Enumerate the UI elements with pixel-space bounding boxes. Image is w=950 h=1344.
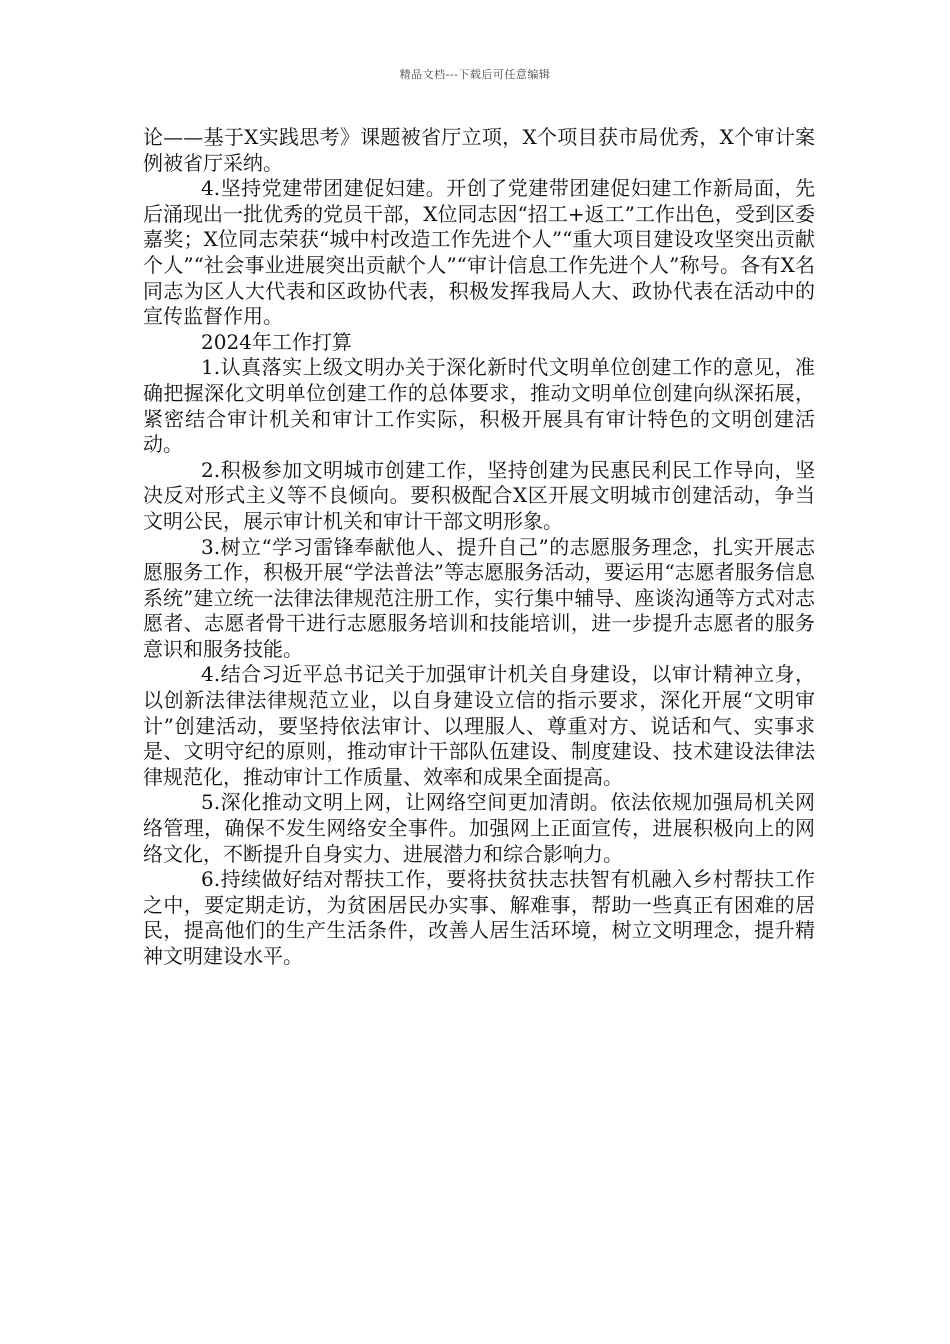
plan-item-4: 4.结合习近平总书记关于加强审计机关自身建设，以审计精神立身，以创新法律法律规范立业，以自身建设立信的指示要求，深化开展“文明审计”创建活动，要坚持依法审计、以理服人、尊重对方、说话和气、实事求是、文明守纪的原则，推动审计干部队伍建设、制度建设、技术建设法律法律规范化，推动审计工作质量、效率和成果全面提高。 [143,662,815,789]
plan-item-3: 3.树立“学习雷锋奉献他人、提升自己”的志愿服务理念，扎实开展志愿服务工作，积极开展“学法普法”等志愿服务活动，要运用“志愿者服务信息系统”建立统一法律法律规范注册工作，实行集中辅导、座谈沟通等方式对志愿者、志愿者骨干进行志愿服务培训和技能培训，进一步提升志愿者的服务意识和服务技能。 [143,534,815,661]
section-title: 2024年工作打算 [201,329,352,354]
document-body [143,125,815,970]
plan-item-2: 2.积极参加文明城市创建工作，坚持创建为民惠民利民工作导向，坚决反对形式主义等不良倾向。要积极配合X区开展文明城市创建活动，争当文明公民，展示审计机关和审计干部文明形象。 [143,457,815,533]
plan-item-5: 5.深化推动文明上网，让网络空间更加清朗。依法依规加强局机关网络管理，确保不发生网络安全事件。加强网上正面宣传，进展积极向上的网络文化，不断提升自身实力、进展潜力和综合影响力。 [143,790,815,866]
plan-item-6: 6.持续做好结对帮扶工作，要将扶贫扶志扶智有机融入乡村帮扶工作之中，要定期走访，为贫困居民办实事、解难事，帮助一些真正有困难的居民，提高他们的生产生活条件，改善人居生活环境，树立文明理念，提升精神文明建设水平。 [143,867,815,968]
paragraph-party-building: 4.坚持党建带团建促妇建。开创了党建带团建促妇建工作新局面，先后涌现出一批优秀的党员干部，X位同志因“招工+返工”工作出色，受到区委嘉奖；X位同志荣获“城中村改造工作先进个人”“重大项目建设攻坚突出贡献个人”“社会事业进展突出贡献个人”“审计信息工作先进个人”称号。各有X名同志为区人大代表和区政协代表，积极发挥我局人大、政协代表在活动中的宣传监督作用。 [143,176,815,329]
plan-item-1: 1.认真落实上级文明办关于深化新时代文明单位创建工作的意见，准确把握深化文明单位创建工作的总体要求，推动文明单位创建向纵深拓展，紧密结合审计机关和审计工作实际，积极开展具有审计特色的文明创建活动。 [143,355,815,457]
page-header: 精品文档---下载后可任意编辑 [399,68,551,81]
continued-paragraph: 论——基于X实践思考》课题被省厅立项，X个项目获市局优秀，X个审计案例被省厅采纳。 [143,125,815,175]
